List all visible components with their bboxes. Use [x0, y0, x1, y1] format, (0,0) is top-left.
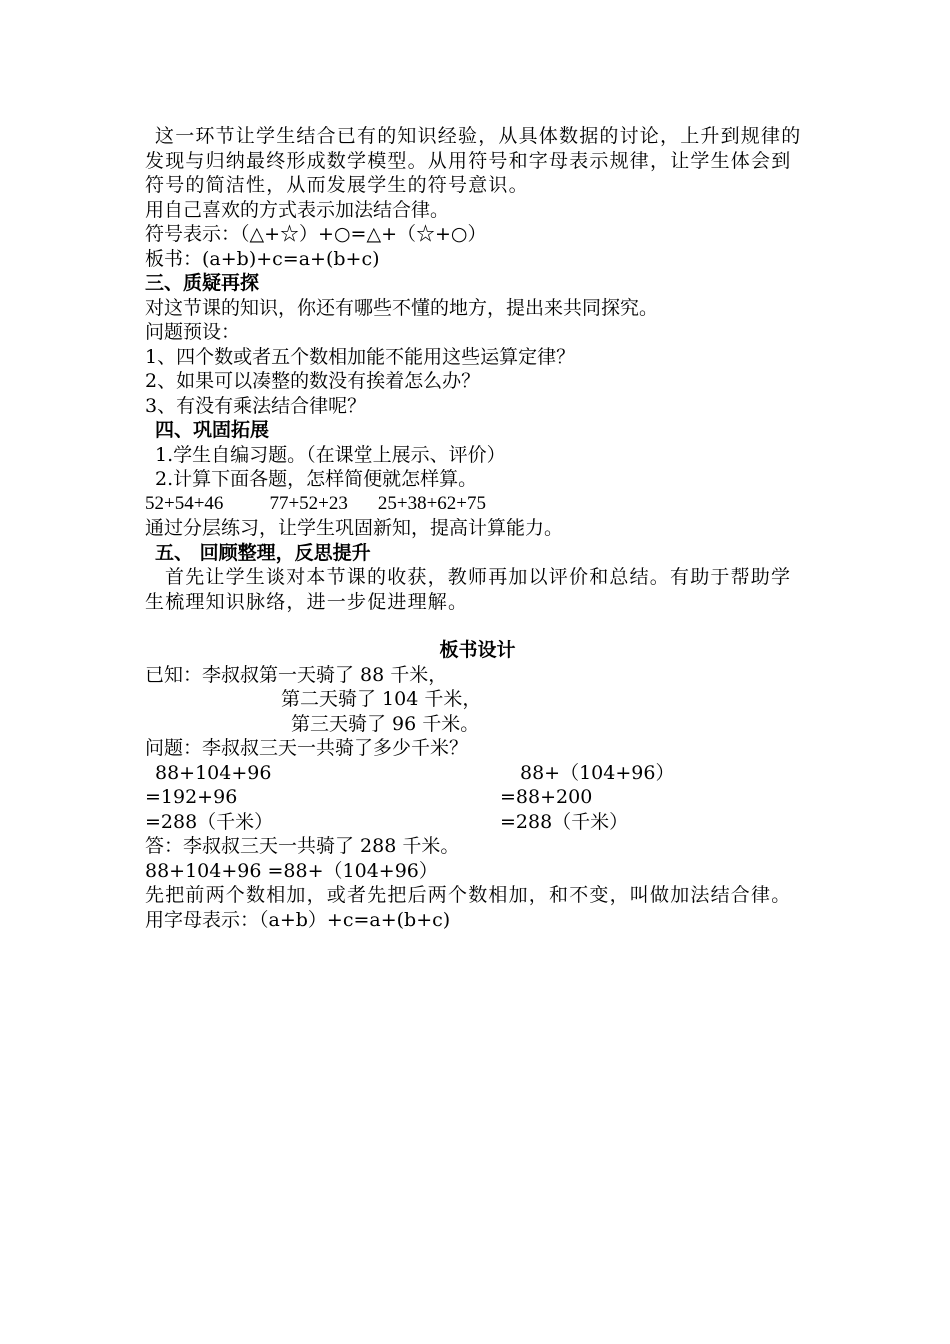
document-page — [145, 124, 810, 932]
section-3-heading: 三、质疑再探 — [145, 272, 260, 294]
calc-row-2 — [145, 785, 810, 810]
exercise-expressions — [145, 492, 810, 517]
known-line-2: 第二天骑了 104 千米， — [281, 688, 482, 710]
calc-right-1: 88+（104+96） — [520, 761, 675, 784]
section-5-paragraph-text: 首先让学生谈对本节课的收获，教师再加以评价和总结。有助于帮助学生梳理知识脉络，进一步促进理解。 — [145, 566, 792, 613]
intro-paragraph — [145, 124, 810, 198]
spacer — [145, 614, 810, 638]
question-preset-label: 问题预设： — [145, 321, 241, 343]
calc-right-2: =88+200 — [500, 786, 593, 808]
section-5-heading: 五、 回顾整理，反思提升 — [155, 541, 371, 564]
calc-left-1: 88+104+96 — [155, 761, 272, 784]
section-4-item-2: 2.计算下面各题，怎样简便就怎样算。 — [155, 468, 478, 490]
board-answer: 答：李叔叔三天一共骑了 288 千米。 — [145, 835, 460, 857]
symbol-formula: 符号表示：（△+☆）+○=△+（☆+○） — [145, 223, 487, 245]
exercise-2: 77+52+23 — [269, 492, 348, 514]
preference-line: 用自己喜欢的方式表示加法结合律。 — [145, 198, 450, 221]
section-4-heading: 四、巩固拓展 — [155, 419, 270, 441]
section-3-text: 对这节课的知识，你还有哪些不懂的地方，提出来共同探究。 — [145, 296, 659, 319]
letters-formula: 用字母表示：（a+b）+c=a+(b+c) — [145, 908, 451, 931]
board-design-title: 板书设计 — [439, 639, 516, 661]
board-formula: 板书：(a+b)+c=a+(b+c) — [145, 247, 380, 270]
question-1: 1、四个数或者五个数相加能不能用这些运算定律？ — [145, 345, 576, 368]
intro-paragraph-text: 这一环节让学生结合已有的知识经验，从具体数据的讨论，上升到规律的发现与归纳最终形成数学模型。从用符号和字母表示规律，让学生体会到符号的简洁性，从而发展学生的符号意识。 — [145, 125, 802, 196]
exercise-3: 25+38+62+75 — [377, 492, 487, 514]
known-line-3: 第三天骑了 96 千米。 — [291, 712, 480, 735]
calc-row-3 — [145, 810, 810, 835]
calc-left-2: =192+96 — [145, 786, 238, 808]
exercise-1: 52+54+46 — [145, 492, 224, 514]
known-line-1: 已知：李叔叔第一天骑了 88 千米， — [145, 663, 448, 686]
question-2: 2、如果可以凑整的数没有挨着怎么办？ — [145, 370, 481, 392]
calc-right-3: =288（千米） — [500, 810, 629, 833]
question-3: 3、有没有乘法结合律呢？ — [145, 394, 367, 417]
calc-row-1 — [145, 761, 810, 786]
associative-law-definition: 先把前两个数相加，或者先把后两个数相加，和不变，叫做加法结合律。 — [145, 884, 792, 906]
board-question: 问题：李叔叔三天一共骑了多少千米？ — [145, 737, 469, 759]
board-equation: 88+104+96 =88+（104+96） — [145, 859, 438, 882]
section-5-paragraph — [145, 565, 810, 614]
calc-left-3: =288（千米） — [145, 810, 274, 833]
section-4-note: 通过分层练习，让学生巩固新知，提高计算能力。 — [145, 517, 564, 539]
section-4-item-1: 1.学生自编习题。（在课堂上展示、评价） — [155, 443, 506, 466]
